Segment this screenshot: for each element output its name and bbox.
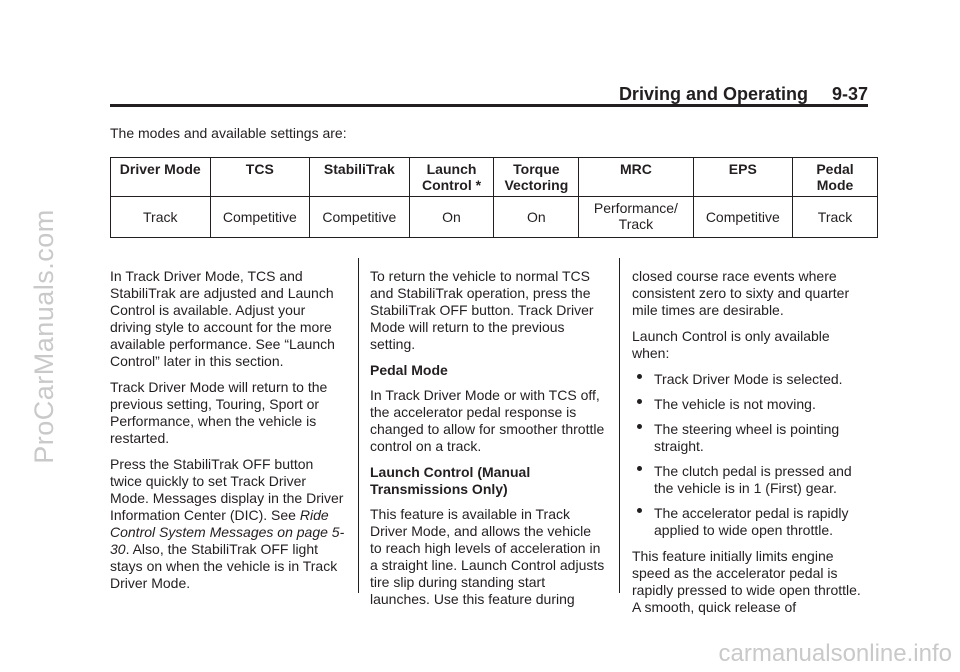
- bullet-icon: [637, 508, 642, 513]
- page-number: 9-37: [831, 84, 868, 104]
- table-cell: On: [409, 197, 494, 238]
- table-header-row: [111, 158, 878, 197]
- paragraph: [110, 456, 346, 592]
- intro-text: The modes and available settings are:: [110, 125, 347, 141]
- list-item-text: The clutch pedal is pressed and the vehicle is in 1 (First) gear.: [654, 463, 852, 496]
- modes-table: [110, 157, 878, 238]
- list-item-text: The accelerator pedal is rapidly applied to wide open throttle.: [654, 505, 849, 538]
- table-cell: Competitive: [210, 197, 310, 238]
- list-item: [632, 371, 868, 388]
- column-2: [370, 268, 606, 617]
- table-header-cell: Launch Control *: [409, 158, 494, 197]
- list-item: [632, 396, 868, 413]
- paragraph: Track Driver Mode will return to the previous setting, Touring, Sport or Performance, when the vehicle is restarted.: [110, 379, 328, 446]
- paragraph: To return the vehicle to normal TCS and StabiliTrak operation, press the StabiliTrak OFF button. Track Driver Mode will return to the previous setting.: [370, 268, 594, 352]
- paragraph: Launch Control is only available when:: [632, 328, 830, 361]
- column-1: [110, 268, 346, 601]
- heading-pedal-mode: Pedal Mode: [370, 362, 448, 378]
- paragraph-text: . Also, the StabiliTrak OFF light stays on when the vehicle is in Track Driver Mode.: [110, 541, 338, 591]
- paragraph: closed course race events where consistent zero to sixty and quarter mile times are desirable.: [632, 268, 850, 318]
- table-header-cell: Torque Vectoring: [494, 158, 579, 197]
- table-cell: Competitive: [310, 197, 410, 238]
- bullet-icon: [637, 466, 642, 471]
- paragraph: This feature initially limits engine speed as the accelerator pedal is rapidly pressed to wide open throttle. A smooth, quick release of: [632, 548, 861, 615]
- watermark-bottom: carmanualsonline.info: [718, 640, 952, 667]
- list-item: [632, 421, 868, 455]
- table-header-cell: Driver Mode: [111, 158, 211, 197]
- conditions-list: [632, 371, 868, 539]
- section-title: Driving and Operating: [618, 84, 808, 104]
- paragraph-text: Press the StabiliTrak OFF button twice quickly to set Track Driver Mode. Messages display in the Driver Information Center (DIC). See: [110, 456, 344, 523]
- table-header-cell: TCS: [210, 158, 310, 197]
- table-cell: Track: [111, 197, 211, 238]
- table-header-cell: MRC: [579, 158, 693, 197]
- paragraph: In Track Driver Mode, TCS and StabiliTrak are adjusted and Launch Control is available. Adjust your driving style to account for the more available performance. See “Launch Control” later in this section.: [110, 268, 335, 369]
- list-item-text: The steering wheel is pointing straight.: [654, 421, 840, 454]
- list-item-text: Track Driver Mode is selected.: [654, 371, 843, 387]
- table-cell: Competitive: [693, 197, 793, 238]
- watermark-side: [14, 0, 74, 672]
- column-3: [632, 268, 868, 625]
- paragraph: In Track Driver Mode or with TCS off, the accelerator pedal response is changed to allow for smoother throttle control on a track.: [370, 387, 605, 454]
- paragraph: This feature is available in Track Driver Mode, and allows the vehicle to reach high levels of acceleration in a straight line. Launch Control adjusts tire slip during standing start launches. Use this feature during: [370, 506, 605, 607]
- table-row: [111, 197, 878, 238]
- table-header-cell: StabiliTrak: [310, 158, 410, 197]
- bullet-icon: [637, 374, 642, 379]
- table-cell: Performance/ Track: [579, 197, 693, 238]
- cross-reference-link[interactable]: Ride Control System Messages on page 5-30: [110, 507, 345, 557]
- heading-launch-control: Launch Control (Manual Transmissions Only): [370, 464, 531, 497]
- table-cell: Track: [793, 197, 878, 238]
- page-header: [110, 84, 868, 104]
- list-item: [632, 505, 868, 539]
- watermark-side-text: ProCarManuals.com: [28, 208, 59, 464]
- table-cell: On: [494, 197, 579, 238]
- bullet-icon: [637, 424, 642, 429]
- table-header-cell: EPS: [693, 158, 793, 197]
- column-divider: [619, 258, 620, 593]
- column-divider: [358, 258, 359, 593]
- table-header-cell: Pedal Mode: [793, 158, 878, 197]
- list-item: [632, 463, 868, 497]
- list-item-text: The vehicle is not moving.: [654, 396, 816, 412]
- bullet-icon: [637, 399, 642, 404]
- header-rule: [110, 104, 868, 107]
